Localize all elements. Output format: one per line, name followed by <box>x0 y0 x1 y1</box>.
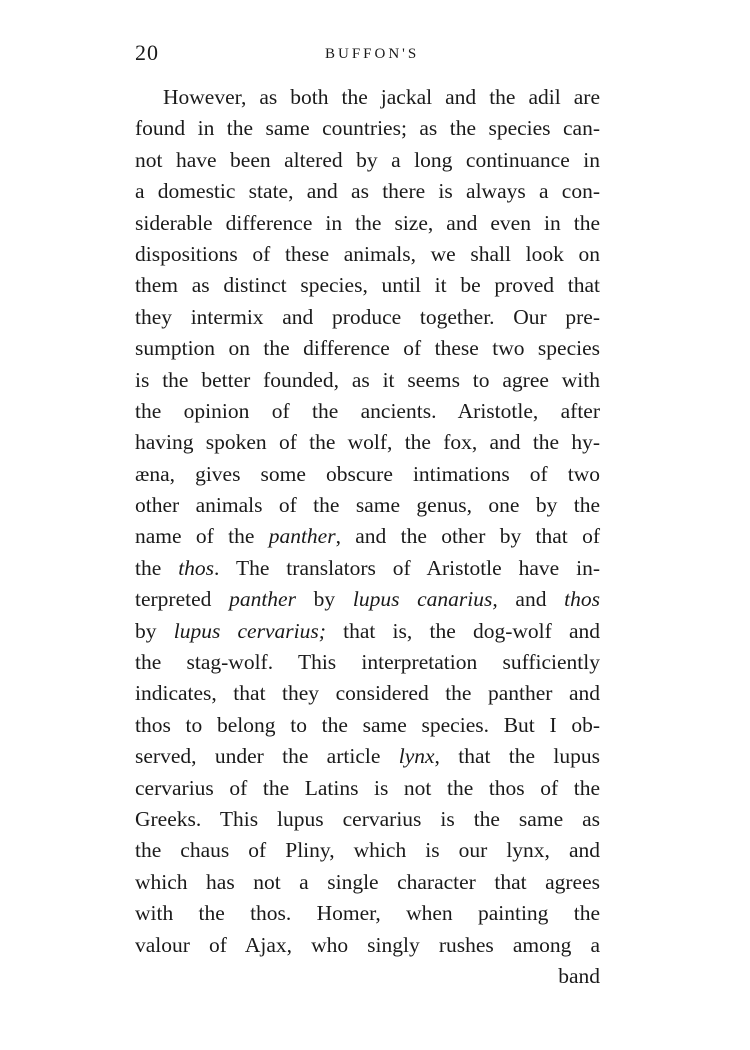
italic-term: thos <box>564 587 601 612</box>
catchword: band <box>558 963 600 988</box>
text-line: not have been altered by a long continuance in <box>135 147 600 172</box>
text-line <box>135 553 600 584</box>
text-run: by <box>135 618 174 643</box>
italic-term: lupus cervarius; <box>173 618 326 643</box>
running-head: BUFFON'S <box>325 46 420 62</box>
text-run: terpreted <box>135 587 230 612</box>
text-line: valour of Ajax, who singly rushes among a <box>135 932 600 957</box>
text-run: name of the <box>135 524 269 549</box>
italic-term: panther <box>268 524 336 549</box>
text-line: the stag-wolf. This interpretation sufficiently <box>135 650 600 675</box>
text-run: and <box>497 587 565 612</box>
text-line: found in the same countries; as the species can- <box>135 116 600 141</box>
text-line <box>135 741 600 772</box>
text-line: Greeks. This lupus cervarius is the same as <box>135 806 600 831</box>
text-line: æna, gives some obscure intimations of two <box>135 461 600 486</box>
text-run: , that the lupus <box>434 744 600 769</box>
italic-term: lupus canarius, <box>352 587 498 612</box>
text-line: is the better founded, as it seems to agree with <box>135 367 600 392</box>
page-header <box>135 40 600 70</box>
text-line: cervarius of the Latins is not the thos of the <box>135 775 600 800</box>
text-line: dispositions of these animals, we shall look on <box>135 241 600 266</box>
text-line <box>135 521 600 552</box>
body-text <box>135 82 600 992</box>
text-line: indicates, that they considered the panther and <box>135 681 600 706</box>
text-line <box>135 584 600 615</box>
text-run: the <box>135 555 179 580</box>
italic-term: panther <box>229 587 296 612</box>
text-run: that is, the dog-wolf and <box>325 618 601 643</box>
text-line: the chaus of Pliny, which is our lynx, and <box>135 838 600 863</box>
italic-term: lynx <box>398 744 435 769</box>
text-run: served, under the article <box>135 744 399 769</box>
text-line: sumption on the difference of these two species <box>135 336 600 361</box>
text-line: them as distinct species, until it be proved that <box>135 273 600 298</box>
text-line <box>135 616 600 647</box>
text-line: having spoken of the wolf, the fox, and the hy- <box>135 430 600 455</box>
text-line: siderable difference in the size, and even in the <box>135 210 600 235</box>
text-run: . The translators of Aristotle have in- <box>214 555 600 580</box>
text-line: they intermix and produce together. Our pre- <box>135 304 600 329</box>
text-run: by <box>295 587 353 612</box>
text-line: However, as both the jackal and the adil are <box>163 85 600 109</box>
text-line: with the thos. Homer, when painting the <box>135 901 600 926</box>
italic-term: thos <box>178 555 215 580</box>
text-run: , and the other by that of <box>335 524 600 549</box>
text-line: the opinion of the ancients. Aristotle, after <box>135 398 600 423</box>
text-line: thos to belong to the same species. But I ob- <box>135 712 600 737</box>
text-line: other animals of the same genus, one by the <box>135 493 600 518</box>
text-line: a domestic state, and as there is always a con- <box>135 179 600 204</box>
text-line: which has not a single character that agrees <box>135 869 600 894</box>
page-number: 20 <box>135 40 159 65</box>
